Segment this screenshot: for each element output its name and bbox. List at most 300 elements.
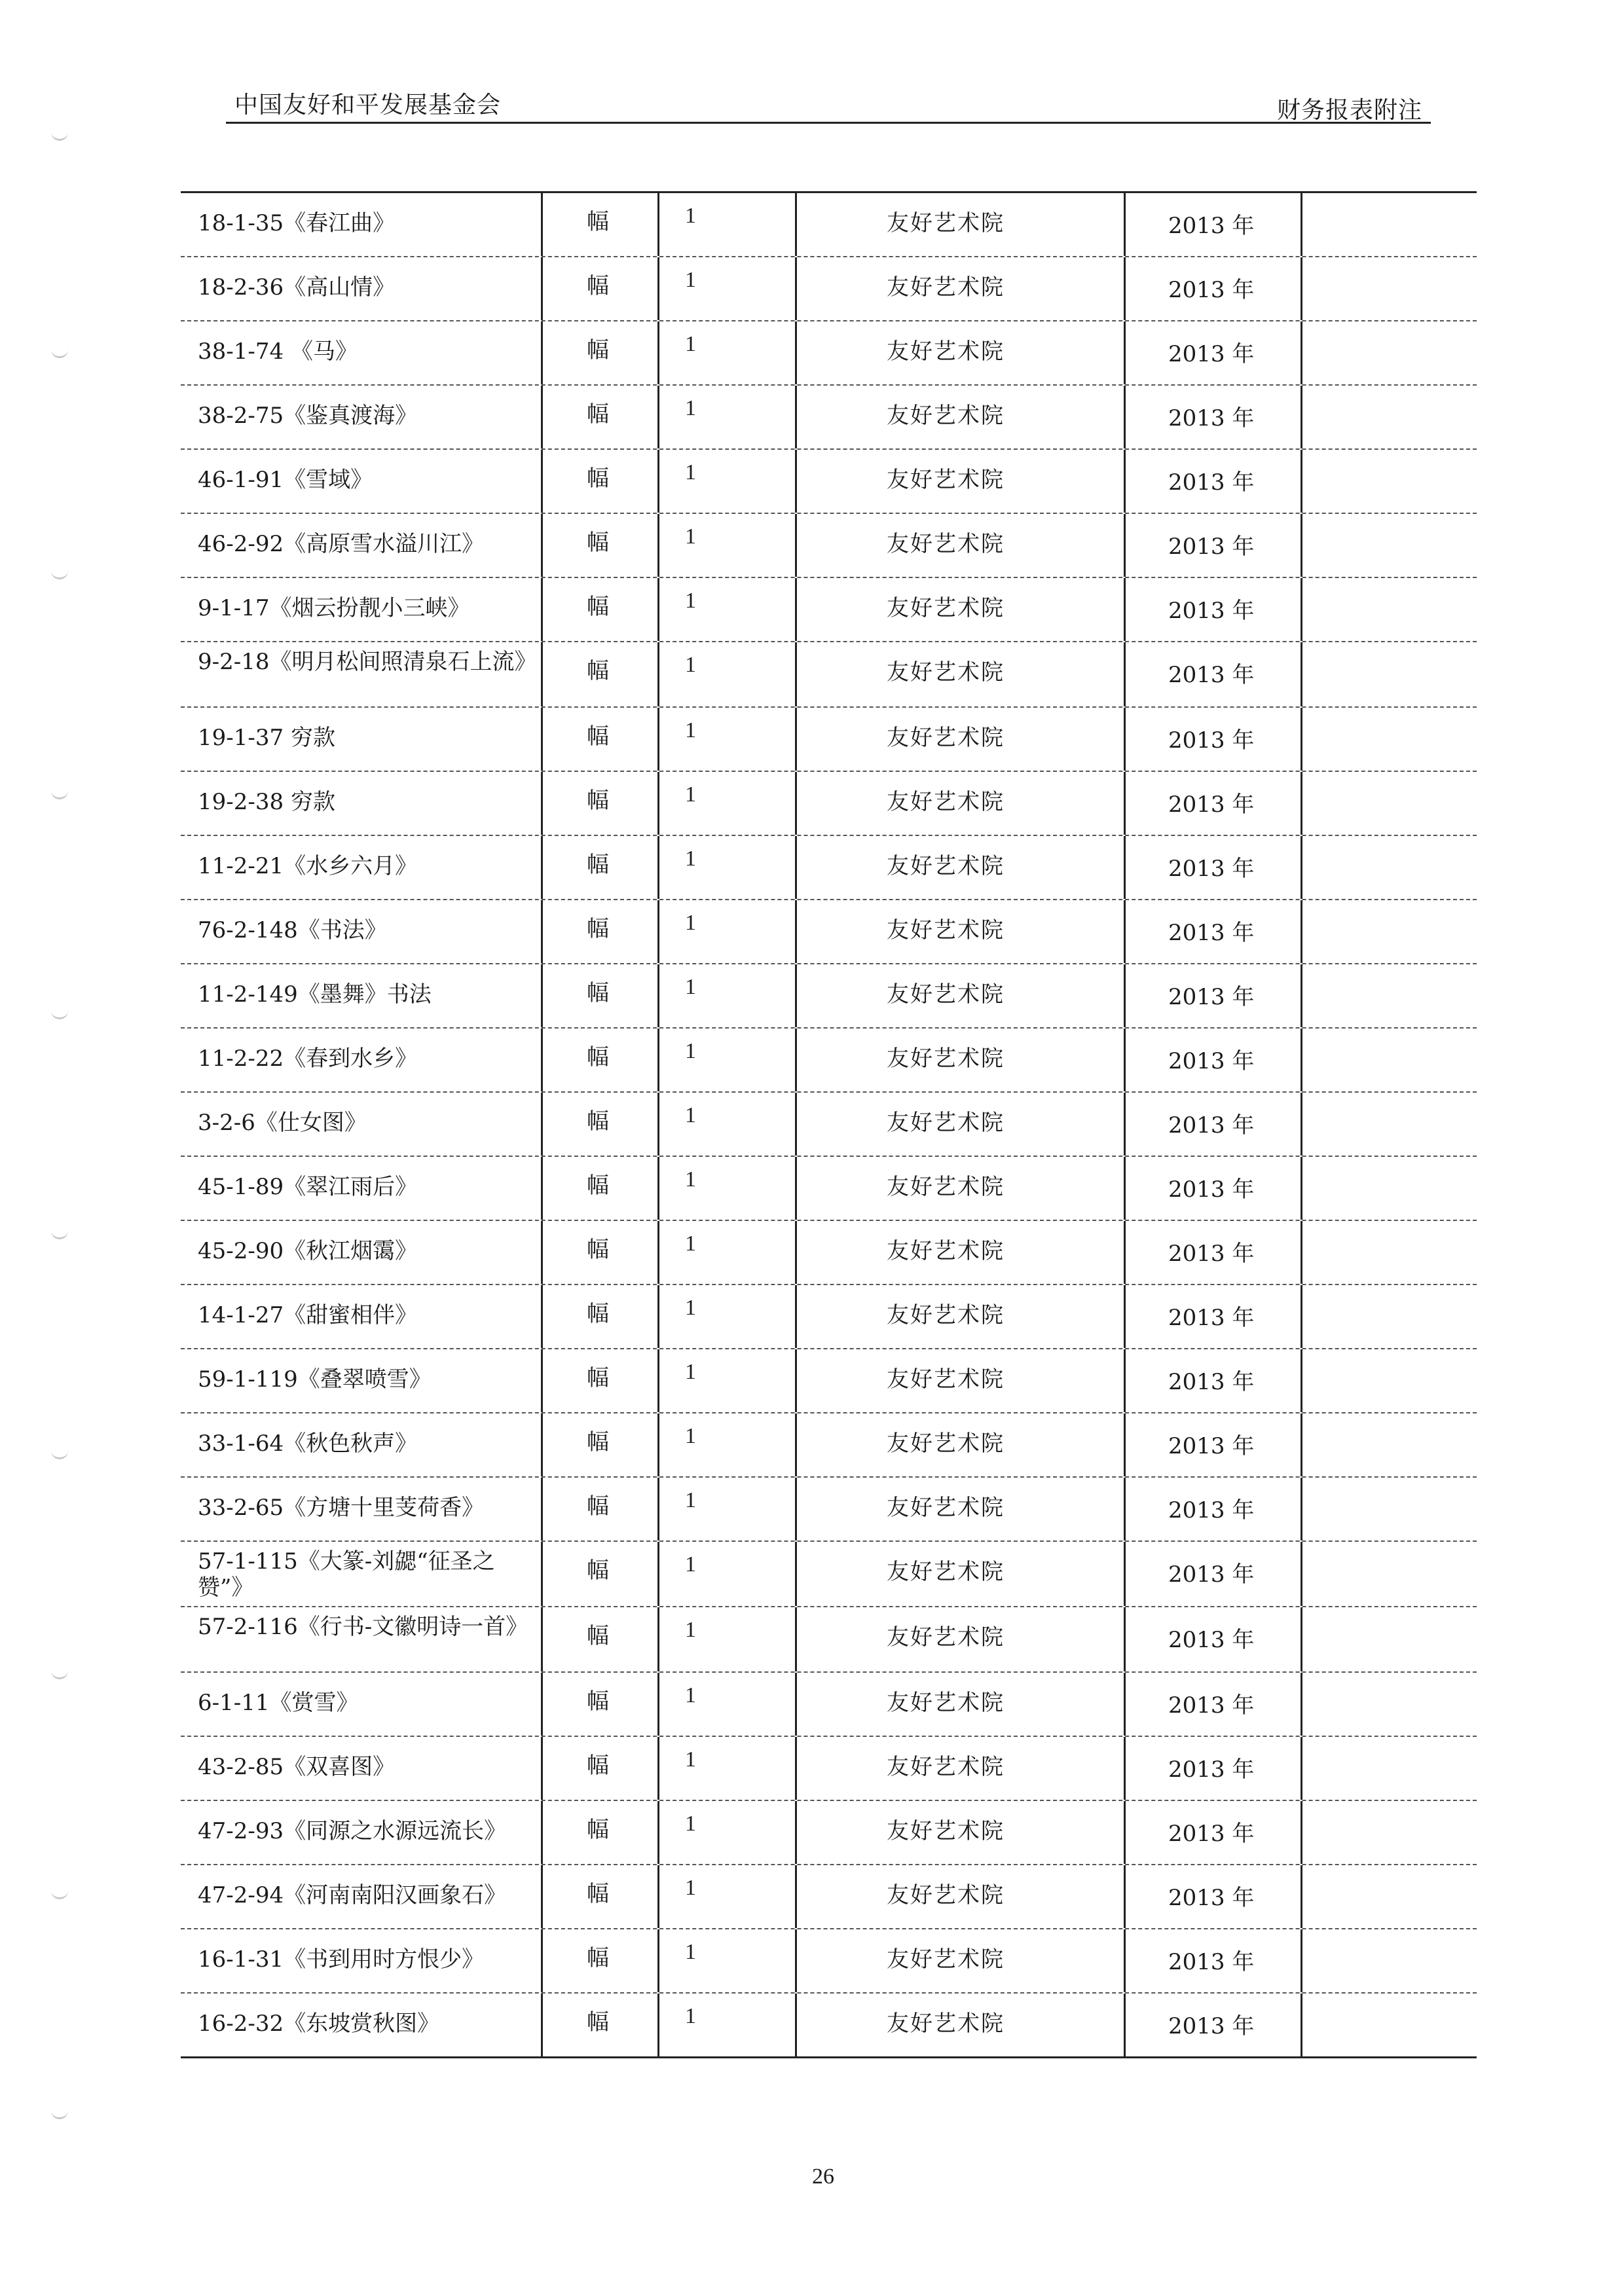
note-cell	[1301, 900, 1477, 963]
artwork-name-cell-text: 33-2-65《方塘十里芰荷香》	[198, 1495, 485, 1521]
unit-cell-text: 幅	[587, 723, 609, 750]
source-cell	[795, 900, 1124, 963]
column-divider	[795, 450, 797, 513]
source-cell-text: 友好艺术院	[887, 1046, 1005, 1072]
column-divider	[1124, 578, 1126, 641]
table-row	[181, 1992, 1477, 2056]
quantity-cell-text: 1	[685, 460, 696, 484]
artwork-name-cell-text: 18-1-35《春江曲》	[198, 210, 396, 236]
column-divider	[541, 1994, 543, 2056]
year-cell-text: 2013 年	[1168, 1949, 1255, 1975]
quantity-cell-text: 1	[685, 1167, 696, 1192]
unit-cell	[541, 321, 657, 384]
unit-cell	[541, 900, 657, 963]
column-divider	[1124, 1029, 1126, 1091]
quantity-cell-text: 1	[685, 1488, 696, 1512]
table-row	[181, 1606, 1477, 1671]
year-cell	[1124, 514, 1301, 577]
table-row	[181, 1156, 1477, 1220]
source-cell	[795, 964, 1124, 1027]
column-divider	[1124, 1349, 1126, 1412]
source-cell	[795, 1413, 1124, 1476]
artwork-name-cell	[181, 1994, 541, 2056]
unit-cell-text: 幅	[587, 1365, 609, 1391]
column-divider	[1124, 386, 1126, 448]
source-cell	[795, 321, 1124, 384]
quantity-cell-text: 1	[685, 1747, 696, 1772]
year-cell	[1124, 386, 1301, 448]
column-divider	[541, 578, 543, 641]
quantity-cell	[657, 1349, 795, 1412]
year-cell-text: 2013 年	[1168, 2013, 1255, 2039]
unit-cell-text: 幅	[587, 1301, 609, 1327]
column-divider	[1124, 1607, 1126, 1671]
quantity-cell	[657, 1221, 795, 1284]
quantity-cell	[657, 708, 795, 771]
column-divider	[541, 1413, 543, 1476]
table-row	[181, 1091, 1477, 1156]
quantity-cell-text: 1	[685, 396, 696, 420]
column-divider	[541, 386, 543, 448]
year-cell-text: 2013 年	[1168, 1112, 1255, 1139]
unit-cell-text: 幅	[587, 1623, 609, 1649]
note-cell	[1301, 578, 1477, 641]
year-cell	[1124, 1673, 1301, 1736]
note-cell	[1301, 772, 1477, 835]
column-divider	[1301, 578, 1302, 641]
column-divider	[541, 193, 543, 256]
column-divider	[795, 257, 797, 320]
note-cell	[1301, 386, 1477, 448]
note-cell	[1301, 1994, 1477, 2056]
binder-hole	[51, 2108, 68, 2119]
column-divider	[795, 708, 797, 771]
column-divider	[1124, 1542, 1126, 1606]
source-cell-text: 友好艺术院	[887, 1430, 1005, 1457]
source-cell	[795, 450, 1124, 513]
column-divider	[657, 386, 659, 448]
column-divider	[657, 1157, 659, 1220]
source-cell-text: 友好艺术院	[887, 1690, 1005, 1716]
year-cell	[1124, 708, 1301, 771]
note-cell	[1301, 1221, 1477, 1284]
artwork-name-cell-text: 11-2-21《水乡六月》	[198, 853, 418, 879]
artwork-name-cell-text: 11-2-149《墨舞》书法	[198, 981, 432, 1008]
table-row	[181, 191, 1477, 256]
column-divider	[541, 1865, 543, 1928]
unit-cell-text: 幅	[587, 1044, 609, 1070]
column-divider	[1301, 900, 1302, 963]
table-row	[181, 963, 1477, 1027]
column-divider	[795, 1413, 797, 1476]
artwork-name-cell	[181, 1801, 541, 1864]
source-cell	[795, 1994, 1124, 2056]
quantity-cell	[657, 836, 795, 899]
column-divider	[541, 1285, 543, 1348]
year-cell	[1124, 1929, 1301, 1992]
quantity-cell-text: 1	[685, 847, 696, 871]
note-cell	[1301, 1349, 1477, 1412]
column-divider	[795, 193, 797, 256]
source-cell-text: 友好艺术院	[887, 403, 1005, 429]
year-cell-text: 2013 年	[1168, 1821, 1255, 1847]
unit-cell-text: 幅	[587, 788, 609, 814]
header-organization: 中国友好和平发展基金会	[234, 92, 502, 118]
column-divider	[541, 321, 543, 384]
column-divider	[541, 708, 543, 771]
unit-cell-text: 幅	[587, 1817, 609, 1843]
unit-cell-text: 幅	[587, 1881, 609, 1907]
year-cell-text: 2013 年	[1168, 534, 1255, 560]
column-divider	[657, 514, 659, 577]
unit-cell	[541, 1349, 657, 1412]
quantity-cell	[657, 1865, 795, 1928]
column-divider	[541, 1093, 543, 1156]
quantity-cell-text: 1	[685, 1296, 696, 1320]
column-divider	[1301, 1221, 1302, 1284]
column-divider	[795, 1542, 797, 1606]
column-divider	[1124, 642, 1126, 706]
unit-cell	[541, 1285, 657, 1348]
note-cell	[1301, 1413, 1477, 1476]
column-divider	[1124, 1093, 1126, 1156]
table-row	[181, 641, 1477, 706]
source-cell-text: 友好艺术院	[887, 1238, 1005, 1264]
artwork-name-cell	[181, 514, 541, 577]
artwork-name-cell-text: 16-2-32《东坡赏秋图》	[198, 2011, 440, 2037]
note-cell	[1301, 1737, 1477, 1800]
column-divider	[657, 900, 659, 963]
column-divider	[657, 1542, 659, 1606]
source-cell	[795, 1349, 1124, 1412]
artwork-name-cell	[181, 1221, 541, 1284]
artwork-name-cell-text: 46-1-91《雪域》	[198, 467, 373, 493]
column-divider	[1301, 1093, 1302, 1156]
source-cell-text: 友好艺术院	[887, 1174, 1005, 1200]
quantity-cell-text: 1	[685, 1360, 696, 1384]
artwork-name-cell	[181, 1737, 541, 1800]
table-row	[181, 1864, 1477, 1928]
table-row	[181, 771, 1477, 835]
quantity-cell	[657, 578, 795, 641]
source-cell	[795, 1673, 1124, 1736]
column-divider	[1301, 1029, 1302, 1091]
unit-cell-text: 幅	[587, 2009, 609, 2035]
quantity-cell-text: 1	[685, 782, 696, 807]
source-cell	[795, 1093, 1124, 1156]
column-divider	[795, 1607, 797, 1671]
table-row	[181, 1540, 1477, 1606]
column-divider	[657, 836, 659, 899]
column-divider	[1124, 1737, 1126, 1800]
year-cell-text: 2013 年	[1168, 920, 1255, 946]
artwork-name-cell-text: 57-2-116《行书-文徽明诗一首》	[198, 1614, 528, 1640]
table-row	[181, 1928, 1477, 1992]
year-cell	[1124, 1607, 1301, 1671]
year-cell	[1124, 642, 1301, 706]
column-divider	[541, 1478, 543, 1540]
column-divider	[1301, 1157, 1302, 1220]
unit-cell	[541, 1929, 657, 1992]
year-cell	[1124, 1737, 1301, 1800]
unit-cell	[541, 1157, 657, 1220]
artwork-name-cell	[181, 964, 541, 1027]
quantity-cell	[657, 1413, 795, 1476]
note-cell	[1301, 1542, 1477, 1606]
unit-cell-text: 幅	[587, 209, 609, 235]
artwork-name-cell	[181, 708, 541, 771]
artwork-name-cell-text: 45-1-89《翠江雨后》	[198, 1174, 418, 1200]
quantity-cell	[657, 1801, 795, 1864]
artwork-name-cell	[181, 1478, 541, 1540]
source-cell-text: 友好艺术院	[887, 1624, 1005, 1650]
column-divider	[1301, 836, 1302, 899]
unit-cell	[541, 772, 657, 835]
quantity-cell	[657, 1093, 795, 1156]
artwork-name-cell	[181, 1929, 541, 1992]
table-row	[181, 448, 1477, 513]
note-cell	[1301, 642, 1477, 706]
column-divider	[541, 772, 543, 835]
artwork-name-cell-text: 45-2-90《秋江烟霭》	[198, 1238, 418, 1264]
column-divider	[795, 1865, 797, 1928]
source-cell	[795, 1607, 1124, 1671]
quantity-cell-text: 1	[685, 589, 696, 613]
unit-cell-text: 幅	[587, 1237, 609, 1263]
column-divider	[1301, 1673, 1302, 1736]
quantity-cell	[657, 1478, 795, 1540]
column-divider	[1124, 514, 1126, 577]
column-divider	[657, 1994, 659, 2056]
source-cell-text: 友好艺术院	[887, 595, 1005, 621]
column-divider	[541, 836, 543, 899]
note-cell	[1301, 1478, 1477, 1540]
artwork-name-cell	[181, 836, 541, 899]
column-divider	[1301, 257, 1302, 320]
artwork-name-cell	[181, 578, 541, 641]
column-divider	[795, 321, 797, 384]
column-divider	[1301, 708, 1302, 771]
artwork-name-cell-text: 11-2-22《春到水乡》	[198, 1046, 418, 1072]
source-cell-text: 友好艺术院	[887, 1495, 1005, 1521]
column-divider	[657, 321, 659, 384]
unit-cell-text: 幅	[587, 1493, 609, 1520]
unit-cell	[541, 1542, 657, 1606]
unit-cell-text: 幅	[587, 658, 609, 684]
quantity-cell-text: 1	[685, 1424, 696, 1448]
artwork-name-cell	[181, 772, 541, 835]
source-cell	[795, 1542, 1124, 1606]
source-cell-text: 友好艺术院	[887, 659, 1005, 685]
column-divider	[541, 1542, 543, 1606]
artwork-name-cell-text: 38-2-75《鉴真渡海》	[198, 403, 418, 429]
column-divider	[795, 1994, 797, 2056]
artwork-name-cell	[181, 1542, 541, 1606]
table-row	[181, 1800, 1477, 1864]
binder-hole	[51, 130, 68, 141]
year-cell	[1124, 321, 1301, 384]
year-cell-text: 2013 年	[1168, 213, 1255, 239]
source-cell-text: 友好艺术院	[887, 917, 1005, 943]
column-divider	[657, 772, 659, 835]
note-cell	[1301, 193, 1477, 256]
column-divider	[795, 1673, 797, 1736]
source-cell-text: 友好艺术院	[887, 210, 1005, 236]
column-divider	[1301, 1994, 1302, 2056]
unit-cell	[541, 450, 657, 513]
column-divider	[1124, 1478, 1126, 1540]
quantity-cell-text: 1	[685, 1876, 696, 1900]
artwork-name-cell-text: 46-2-92《高原雪水溢川江》	[198, 531, 485, 557]
year-cell-text: 2013 年	[1168, 598, 1255, 624]
note-cell	[1301, 1673, 1477, 1736]
unit-cell	[541, 1413, 657, 1476]
artwork-name-cell-text: 3-2-6《仕女图》	[198, 1110, 367, 1136]
quantity-cell	[657, 1929, 795, 1992]
unit-cell	[541, 836, 657, 899]
column-divider	[657, 1093, 659, 1156]
column-divider	[795, 964, 797, 1027]
note-cell	[1301, 1929, 1477, 1992]
artwork-name-cell	[181, 1349, 541, 1412]
year-cell-text: 2013 年	[1168, 1627, 1255, 1653]
column-divider	[541, 964, 543, 1027]
column-divider	[1124, 321, 1126, 384]
quantity-cell-text: 1	[685, 1103, 696, 1127]
unit-cell	[541, 1994, 657, 2056]
unit-cell	[541, 257, 657, 320]
binder-hole	[51, 1008, 68, 1019]
column-divider	[541, 1221, 543, 1284]
year-cell	[1124, 1542, 1301, 1606]
source-cell	[795, 1865, 1124, 1928]
column-divider	[1124, 708, 1126, 771]
source-cell	[795, 1221, 1124, 1284]
year-cell	[1124, 1285, 1301, 1348]
source-cell	[795, 578, 1124, 641]
year-cell-text: 2013 年	[1168, 792, 1255, 818]
note-cell	[1301, 1801, 1477, 1864]
quantity-cell	[657, 1737, 795, 1800]
source-cell	[795, 193, 1124, 256]
source-cell-text: 友好艺术院	[887, 1946, 1005, 1973]
artwork-name-cell-text: 9-1-17《烟云扮靓小三峡》	[198, 595, 470, 621]
unit-cell	[541, 578, 657, 641]
column-divider	[657, 1478, 659, 1540]
artwork-name-cell	[181, 900, 541, 963]
quantity-cell	[657, 1285, 795, 1348]
quantity-cell-text: 1	[685, 204, 696, 228]
column-divider	[1124, 450, 1126, 513]
column-divider	[1301, 964, 1302, 1027]
year-cell	[1124, 578, 1301, 641]
column-divider	[795, 1737, 797, 1800]
source-cell-text: 友好艺术院	[887, 725, 1005, 751]
binder-hole	[51, 1888, 68, 1899]
column-divider	[1301, 1865, 1302, 1928]
table-row	[181, 1284, 1477, 1348]
year-cell	[1124, 450, 1301, 513]
source-cell-text: 友好艺术院	[887, 981, 1005, 1008]
artwork-name-cell	[181, 1413, 541, 1476]
header-rule	[226, 122, 1431, 124]
column-divider	[657, 1029, 659, 1091]
artwork-name-cell	[181, 386, 541, 448]
column-divider	[795, 578, 797, 641]
quantity-cell	[657, 257, 795, 320]
unit-cell-text: 幅	[587, 337, 609, 363]
year-cell-text: 2013 年	[1168, 1048, 1255, 1074]
quantity-cell-text: 1	[685, 1039, 696, 1063]
source-cell	[795, 514, 1124, 577]
column-divider	[1301, 1478, 1302, 1540]
unit-cell-text: 幅	[587, 980, 609, 1006]
column-divider	[1124, 964, 1126, 1027]
column-divider	[657, 450, 659, 513]
quantity-cell	[657, 1542, 795, 1606]
source-cell-text: 友好艺术院	[887, 1302, 1005, 1328]
artwork-name-cell	[181, 321, 541, 384]
artwork-name-cell-text: 16-1-31《书到用时方恨少》	[198, 1946, 485, 1973]
table-row	[181, 1220, 1477, 1284]
year-cell	[1124, 964, 1301, 1027]
quantity-cell-text: 1	[685, 1231, 696, 1256]
column-divider	[795, 1929, 797, 1992]
artwork-name-cell-text: 9-2-18《明月松间照清泉石上流》	[198, 649, 537, 675]
year-cell-text: 2013 年	[1168, 1369, 1255, 1395]
year-cell	[1124, 193, 1301, 256]
column-divider	[657, 193, 659, 256]
artwork-name-cell	[181, 1093, 541, 1156]
quantity-cell	[657, 450, 795, 513]
source-cell-text: 友好艺术院	[887, 789, 1005, 815]
unit-cell	[541, 1607, 657, 1671]
column-divider	[795, 836, 797, 899]
unit-cell-text: 幅	[587, 1945, 609, 1971]
column-divider	[657, 1801, 659, 1864]
column-divider	[1124, 900, 1126, 963]
year-cell-text: 2013 年	[1168, 469, 1255, 496]
column-divider	[1301, 1349, 1302, 1412]
year-cell-text: 2013 年	[1168, 1885, 1255, 1911]
unit-cell	[541, 1478, 657, 1540]
year-cell-text: 2013 年	[1168, 1561, 1255, 1588]
year-cell	[1124, 900, 1301, 963]
quantity-cell	[657, 321, 795, 384]
source-cell-text: 友好艺术院	[887, 531, 1005, 557]
artwork-name-cell	[181, 1029, 541, 1091]
artwork-name-cell-text: 47-2-94《河南南阳汉画象石》	[198, 1882, 507, 1908]
quantity-cell	[657, 900, 795, 963]
column-divider	[1301, 1607, 1302, 1671]
year-cell-text: 2013 年	[1168, 1692, 1255, 1719]
quantity-cell-text: 1	[685, 1812, 696, 1836]
unit-cell-text: 幅	[587, 1108, 609, 1135]
source-cell	[795, 1737, 1124, 1800]
year-cell	[1124, 1157, 1301, 1220]
source-cell	[795, 1801, 1124, 1864]
year-cell	[1124, 1221, 1301, 1284]
note-cell	[1301, 1865, 1477, 1928]
source-cell-text: 友好艺术院	[887, 1110, 1005, 1136]
note-cell	[1301, 1093, 1477, 1156]
artwork-inventory-table	[181, 191, 1477, 2058]
column-divider	[1124, 1673, 1126, 1736]
table-row	[181, 1412, 1477, 1476]
unit-cell	[541, 1673, 657, 1736]
column-divider	[795, 1029, 797, 1091]
unit-cell	[541, 1801, 657, 1864]
